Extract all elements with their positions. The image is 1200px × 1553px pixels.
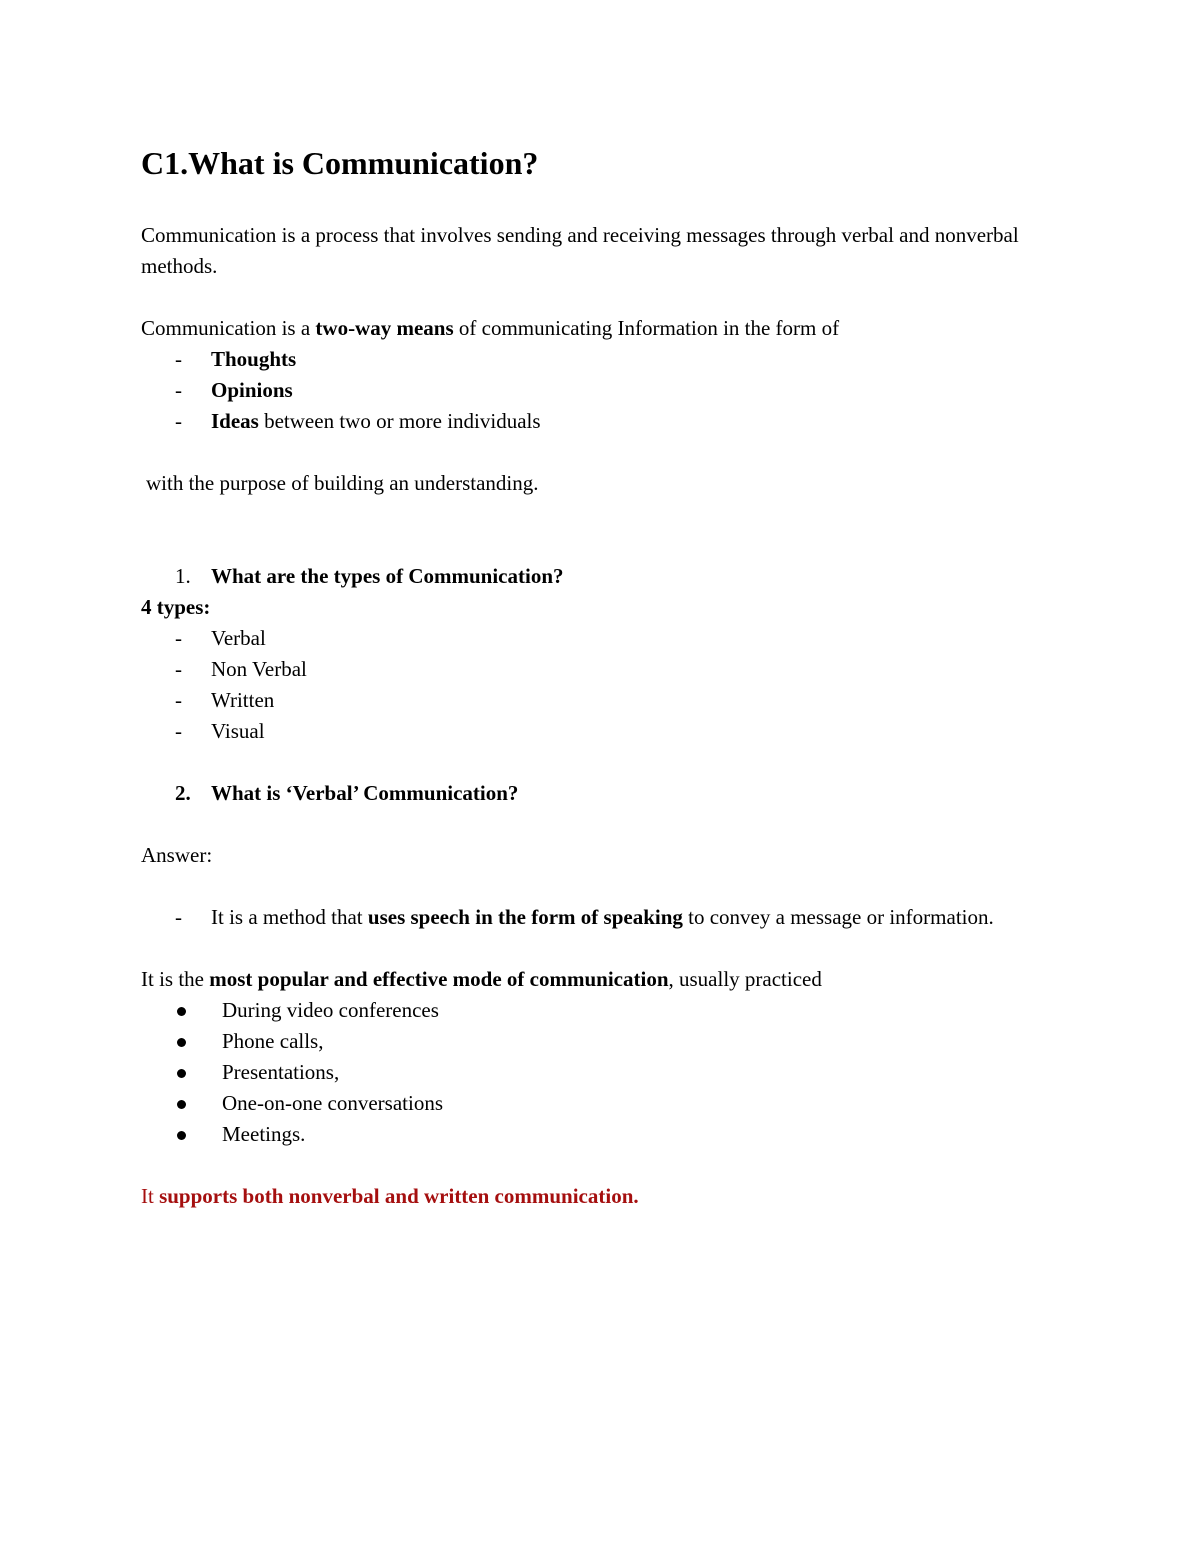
document-body [141, 220, 1041, 1212]
list-item: - Verbal [141, 623, 1041, 654]
question-1 [141, 561, 1041, 592]
bullet-icon [177, 1100, 186, 1109]
forms-list [141, 344, 1041, 437]
question-2 [141, 778, 1041, 809]
two-way-suffix: of communicating Information in the form of [453, 316, 840, 340]
practices-list [141, 995, 1041, 1150]
purpose-paragraph: with the purpose of building an understanding. [146, 471, 539, 495]
supports-paragraph: It supports both nonverbal and written communication. [141, 1184, 639, 1208]
two-way-prefix: Communication is a [141, 316, 316, 340]
list-item: - It is a method that uses speech in the form of speaking to convey a message or information. [141, 902, 1041, 933]
dash-marker: - [175, 688, 182, 712]
types-count-label: 4 types: [141, 595, 211, 619]
list-item: - Written [141, 685, 1041, 716]
bullet-icon [177, 1038, 186, 1047]
list-item: Meetings. [141, 1119, 1041, 1150]
question-1-text: What are the types of Communication? [211, 564, 564, 588]
dash-marker: - [175, 409, 182, 433]
list-item: - Non Verbal [141, 654, 1041, 685]
list-item: During video conferences [141, 995, 1041, 1026]
document-page [141, 140, 1041, 1212]
two-way-bold: two-way means [315, 316, 454, 340]
answer-list [141, 902, 1041, 933]
list-item: Phone calls, [141, 1026, 1041, 1057]
list-item: Presentations, [141, 1057, 1041, 1088]
answer-label: Answer: [141, 843, 213, 867]
list-item: - Ideas between two or more individuals [141, 406, 1041, 437]
question-number: 2. [175, 781, 191, 805]
list-item: - Visual [141, 716, 1041, 747]
definition-paragraph: Communication is a process that involves sending and receiving messages through verbal and nonverbal methods. [141, 223, 1019, 278]
bullet-icon [177, 1069, 186, 1078]
two-way-paragraph [141, 313, 1041, 344]
list-item: - Thoughts [141, 344, 1041, 375]
types-list [141, 623, 1041, 747]
dash-marker: - [175, 905, 182, 929]
bullet-icon [177, 1007, 186, 1016]
dash-marker: - [175, 657, 182, 681]
question-1-item [141, 561, 1041, 592]
popular-paragraph: It is the most popular and effective mode of communication, usually practiced [141, 967, 822, 991]
question-number: 1. [175, 564, 191, 588]
dash-marker: - [175, 719, 182, 743]
list-item: One-on-one conversations [141, 1088, 1041, 1119]
question-2-text: What is ‘Verbal’ Communication? [211, 781, 519, 805]
bullet-icon [177, 1131, 186, 1140]
list-item: - Opinions [141, 375, 1041, 406]
page-title: C1.What is Communication? [141, 145, 539, 181]
dash-marker: - [175, 626, 182, 650]
dash-marker: - [175, 378, 182, 402]
dash-marker: - [175, 347, 182, 371]
question-2-item [141, 778, 1041, 809]
